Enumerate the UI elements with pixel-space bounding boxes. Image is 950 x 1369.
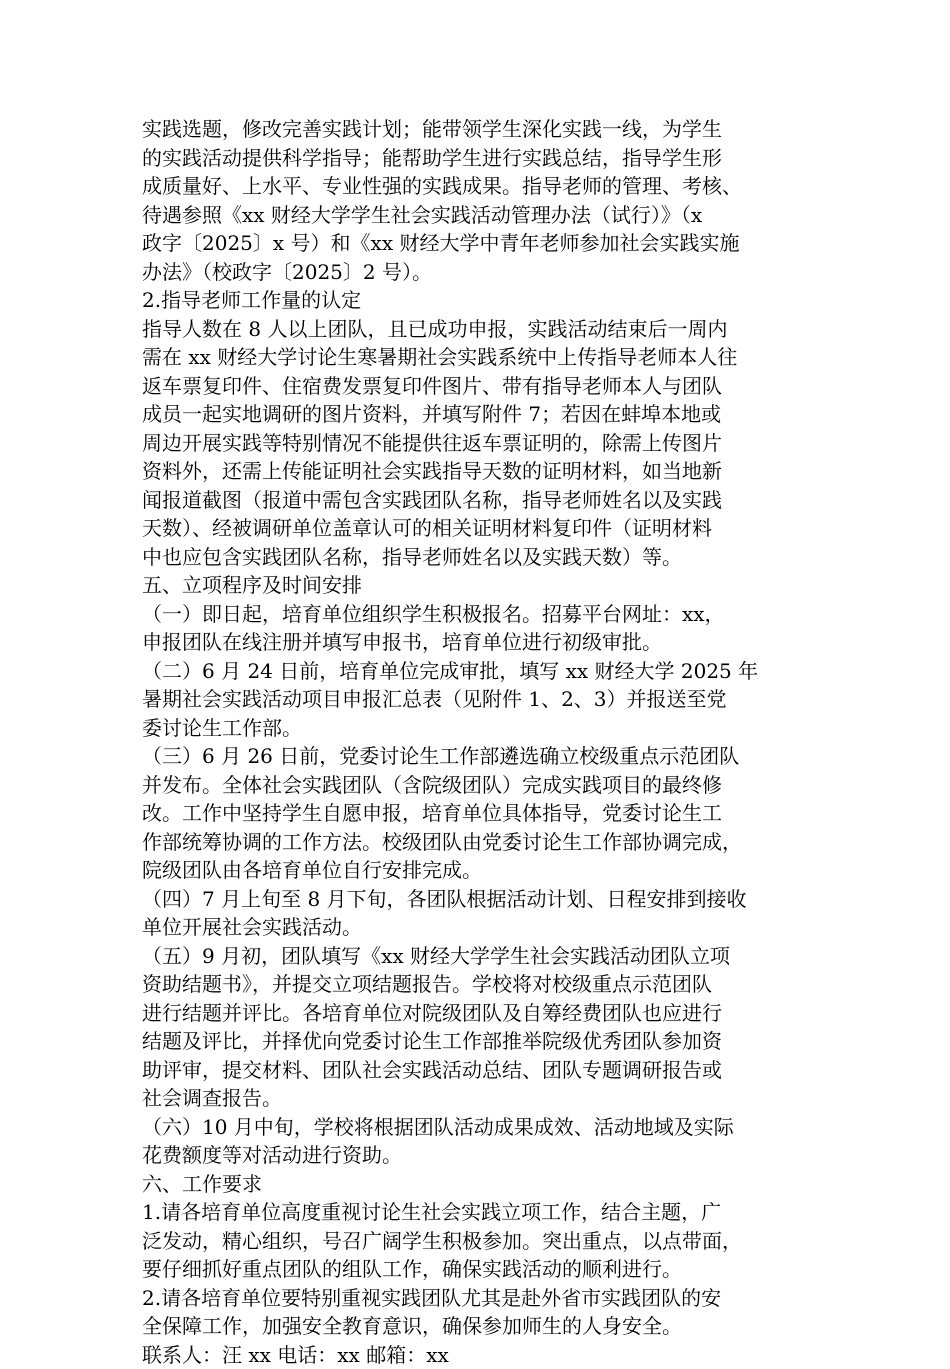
paragraph-line: 的实践活动提供科学指导；能帮助学生进行实践总结，指导学生形 xyxy=(142,144,817,173)
paragraph-line: 办法》（校政字〔2025〕2 号）。 xyxy=(142,258,817,287)
paragraph-line: 作部统筹协调的工作方法。校级团队由党委讨论生工作部协调完成， xyxy=(142,828,817,857)
section-heading: 2.指导老师工作量的认定 xyxy=(142,286,817,315)
paragraph-line: 花费额度等对活动进行资助。 xyxy=(142,1141,817,1170)
paragraph-line: 指导人数在 8 人以上团队，且已成功申报，实践活动结束后一周内 xyxy=(142,315,817,344)
paragraph-line: 进行结题并评比。各培育单位对院级团队及自筹经费团队也应进行 xyxy=(142,999,817,1028)
paragraph-line: 中也应包含实践团队名称，指导老师姓名以及实践天数）等。 xyxy=(142,543,817,572)
paragraph-line: 资助结题书》，并提交立项结题报告。学校将对校级重点示范团队 xyxy=(142,970,817,999)
paragraph-line: 要仔细抓好重点团队的组队工作，确保实践活动的顺利进行。 xyxy=(142,1255,817,1284)
paragraph-line: （二）6 月 24 日前，培育单位完成审批，填写 xx 财经大学 2025 年 xyxy=(142,657,817,686)
paragraph-line: 2.请各培育单位要特别重视实践团队尤其是赴外省市实践团队的安 xyxy=(142,1284,817,1313)
paragraph-line: 成员一起实地调研的图片资料，并填写附件 7；若因在蚌埠本地或 xyxy=(142,400,817,429)
paragraph-line: 结题及评比，并择优向党委讨论生工作部推举院级优秀团队参加资 xyxy=(142,1027,817,1056)
paragraph-line: （六）10 月中旬，学校将根据团队活动成果成效、活动地域及实际 xyxy=(142,1113,817,1142)
contact-line: 联系人：汪 xx 电话：xx 邮箱：xx xyxy=(142,1341,817,1369)
paragraph-line: 返车票复印件、住宿费发票复印件图片、带有指导老师本人与团队 xyxy=(142,372,817,401)
paragraph-line: 社会调查报告。 xyxy=(142,1084,817,1113)
paragraph-line: 助评审，提交材料、团队社会实践活动总结、团队专题调研报告或 xyxy=(142,1056,817,1085)
paragraph-line: 委讨论生工作部。 xyxy=(142,714,817,743)
paragraph-line: 1.请各培育单位高度重视讨论生社会实践立项工作，结合主题，广 xyxy=(142,1198,817,1227)
paragraph-line: 天数）、经被调研单位盖章认可的相关证明材料复印件（证明材料 xyxy=(142,514,817,543)
paragraph-line: 政字〔2025〕x 号）和《xx 财经大学中青年老师参加社会实践实施 xyxy=(142,229,817,258)
paragraph-line: 闻报道截图（报道中需包含实践团队名称，指导老师姓名以及实践 xyxy=(142,486,817,515)
paragraph-line: 暑期社会实践活动项目申报汇总表（见附件 1、2、3）并报送至党 xyxy=(142,685,817,714)
paragraph-line: 单位开展社会实践活动。 xyxy=(142,913,817,942)
document-page xyxy=(142,115,817,1369)
paragraph-line: 泛发动，精心组织，号召广阔学生积极参加。突出重点，以点带面， xyxy=(142,1227,817,1256)
paragraph-line: 资料外，还需上传能证明社会实践指导天数的证明材料，如当地新 xyxy=(142,457,817,486)
paragraph-line: 周边开展实践等特别情况不能提供往返车票证明的，除需上传图片 xyxy=(142,429,817,458)
paragraph-line: 实践选题，修改完善实践计划；能带领学生深化实践一线，为学生 xyxy=(142,115,817,144)
paragraph-line: （五）9 月初，团队填写《xx 财经大学学生社会实践活动团队立项 xyxy=(142,942,817,971)
paragraph-line: （四）7 月上旬至 8 月下旬，各团队根据活动计划、日程安排到接收 xyxy=(142,885,817,914)
paragraph-line: （一）即日起，培育单位组织学生积极报名。招募平台网址：xx， xyxy=(142,600,817,629)
paragraph-line: 改。工作中坚持学生自愿申报，培育单位具体指导，党委讨论生工 xyxy=(142,799,817,828)
paragraph-line: 成质量好、上水平、专业性强的实践成果。指导老师的管理、考核、 xyxy=(142,172,817,201)
paragraph-line: （三）6 月 26 日前，党委讨论生工作部遴选确立校级重点示范团队 xyxy=(142,742,817,771)
paragraph-line: 申报团队在线注册并填写申报书，培育单位进行初级审批。 xyxy=(142,628,817,657)
section-heading: 五、立项程序及时间安排 xyxy=(142,571,817,600)
paragraph-line: 院级团队由各培育单位自行安排完成。 xyxy=(142,856,817,885)
paragraph-line: 需在 xx 财经大学讨论生寒暑期社会实践系统中上传指导老师本人往 xyxy=(142,343,817,372)
paragraph-line: 待遇参照《xx 财经大学学生社会实践活动管理办法（试行）》（x xyxy=(142,201,817,230)
section-heading: 六、工作要求 xyxy=(142,1170,817,1199)
paragraph-line: 并发布。全体社会实践团队（含院级团队）完成实践项目的最终修 xyxy=(142,771,817,800)
paragraph-line: 全保障工作，加强安全教育意识，确保参加师生的人身安全。 xyxy=(142,1312,817,1341)
